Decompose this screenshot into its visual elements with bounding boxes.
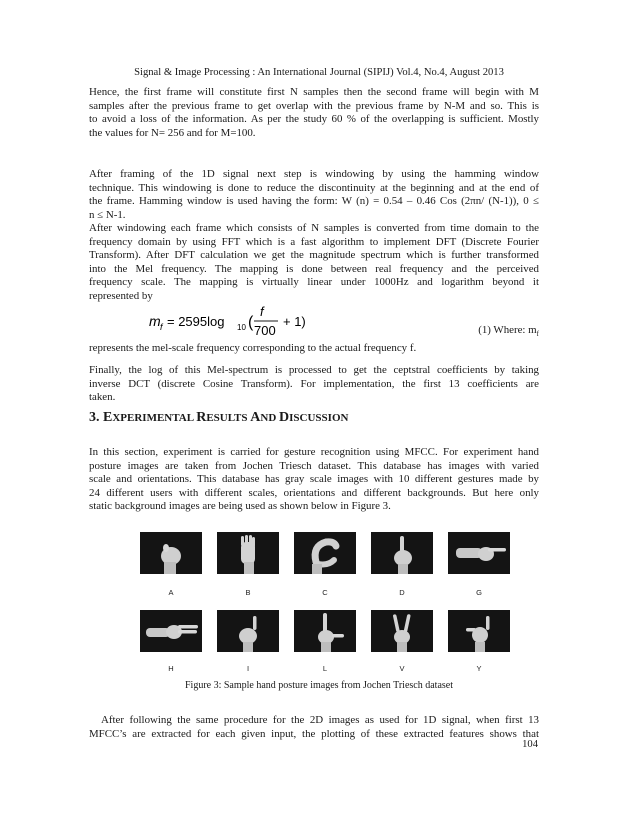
text-line: frequency domain by using FFT which is a fast algorithm to implement DFT (Discrete Fourier [89, 235, 539, 248]
text-line: After framing of the 1D signal next step is windowing by using the hamming window [89, 168, 539, 180]
gesture-label: B [245, 588, 251, 597]
paragraph-fft [89, 222, 539, 303]
text-line: to avoid a loss of the information. As per the study 60 % of the overlapping is sufficient. Mostly [89, 113, 539, 125]
paragraph-results [89, 714, 539, 741]
hand-image-v [371, 610, 433, 652]
running-header: Signal & Image Processing : An International Journal (SIPIJ) Vol.4, No.4, August 2013 [134, 67, 504, 78]
text-line: 24 different users with different scales, orientations and different backgrounds. But here only [89, 486, 539, 499]
hand-image-a [140, 532, 202, 574]
text-line: After windowing each frame which consists of N samples is converted from time domain to the [89, 222, 539, 234]
hand-image-h [140, 610, 202, 652]
text-line: technique. This windowing is done to reduce the discontinuity at the beginning and at the end of [89, 181, 539, 194]
gesture-label: G [476, 588, 482, 597]
hand-image-c [294, 532, 356, 574]
hand-image-d [371, 532, 433, 574]
formula-lhs: m [149, 313, 161, 329]
mel-formula-row [89, 302, 539, 340]
figure-caption: Figure 3: Sample hand posture images from Jochen Triesch dataset [184, 680, 453, 691]
gesture-label: D [399, 588, 405, 597]
formula-log-sub: 10 [237, 323, 246, 332]
text-line: inverse DCT (discrete Cosine Transform). For implementation, the first 13 coefficients are [89, 377, 539, 390]
text-line: static background images are being used as shown below in Figure 3. [89, 500, 391, 512]
text-line: After following the same procedure for the 2D images as used for 1D signal, when first 13 [101, 714, 539, 726]
hand-image-l [294, 610, 356, 652]
equation-number: (1) Where: $m_f$ [478, 324, 539, 339]
paragraph-framing [89, 86, 539, 140]
text-line: into the Mel frequency. The mapping is done between real frequency and the perceived [89, 262, 539, 275]
formula-tail: + 1) [283, 314, 306, 329]
hand-image-i [217, 610, 279, 652]
hand-image-g [448, 532, 510, 574]
formula-open-paren: ( [248, 314, 254, 331]
text-line: the values for N= 256 and for M=100. [89, 126, 256, 139]
text-line: samples after the previous frame to get overlap with the previous frame by N-M and so. This is [89, 99, 539, 112]
text-line: represented by [89, 289, 153, 302]
paragraph-cepstral [89, 364, 539, 405]
paragraph-windowing [89, 168, 539, 222]
text-line: In this section, experiment is carried for gesture recognition using MFCC. For experiment hand [89, 446, 539, 458]
paragraph-experiment [89, 446, 539, 514]
paragraph-mel-definition [89, 342, 539, 356]
formula-denominator: 700 [254, 323, 276, 338]
figure-3-hand-postures [140, 532, 510, 678]
text-line: n ≤ N-1. [89, 208, 126, 221]
hand-image-b [217, 532, 279, 574]
gesture-label: V [399, 664, 405, 673]
gesture-label: I [246, 664, 250, 673]
text-line: taken. [89, 391, 116, 403]
text-line: posture images are taken from Jochen Triesch dataset. This database has images with varied [89, 459, 539, 472]
gesture-label: L [322, 664, 328, 673]
text-line: Transform). After DFT calculation we get the magnitude spectrum which is further transformed [89, 249, 539, 261]
formula-eq: = 2595log [167, 314, 225, 329]
page-number: 104 [522, 739, 538, 750]
text-line: Finally, the log of this Mel-spectrum is processed to get the ceptstral coefficients by taking [89, 364, 539, 376]
gesture-label: Y [476, 664, 482, 673]
hand-image-y [448, 610, 510, 652]
text-line: scale and orientations. This database has gray scale images with 10 different gestures made by [89, 473, 539, 485]
text-line: Hence, the first frame will constitute first N samples then the second frame will begin with M [89, 86, 539, 98]
gesture-label: A [168, 588, 174, 597]
formula-lhs-sub: f [160, 322, 163, 332]
formula-numerator: f [260, 304, 264, 319]
gesture-label: H [168, 664, 174, 673]
text-line: MFCC’s are extracted for each given input, the plotting of these extracted features shows that [89, 727, 539, 740]
section-heading: 3. EXPERIMENTAL RESULTS AND DISCUSSION [89, 410, 349, 425]
gesture-label: C [322, 588, 328, 597]
text-line: frequency scale. The mapping is virtually linear under 1000Hz and logarithm beyond it [89, 276, 539, 288]
text-line: the frame. Hamming window is used having the form: W (n) = 0.54 – 0.46 Cos (2πn/ (N-1)), 0 ≤ [89, 195, 539, 207]
mel-formula [147, 302, 347, 340]
text-line: represents the mel-scale frequency corresponding to the actual frequency f. [89, 342, 417, 354]
